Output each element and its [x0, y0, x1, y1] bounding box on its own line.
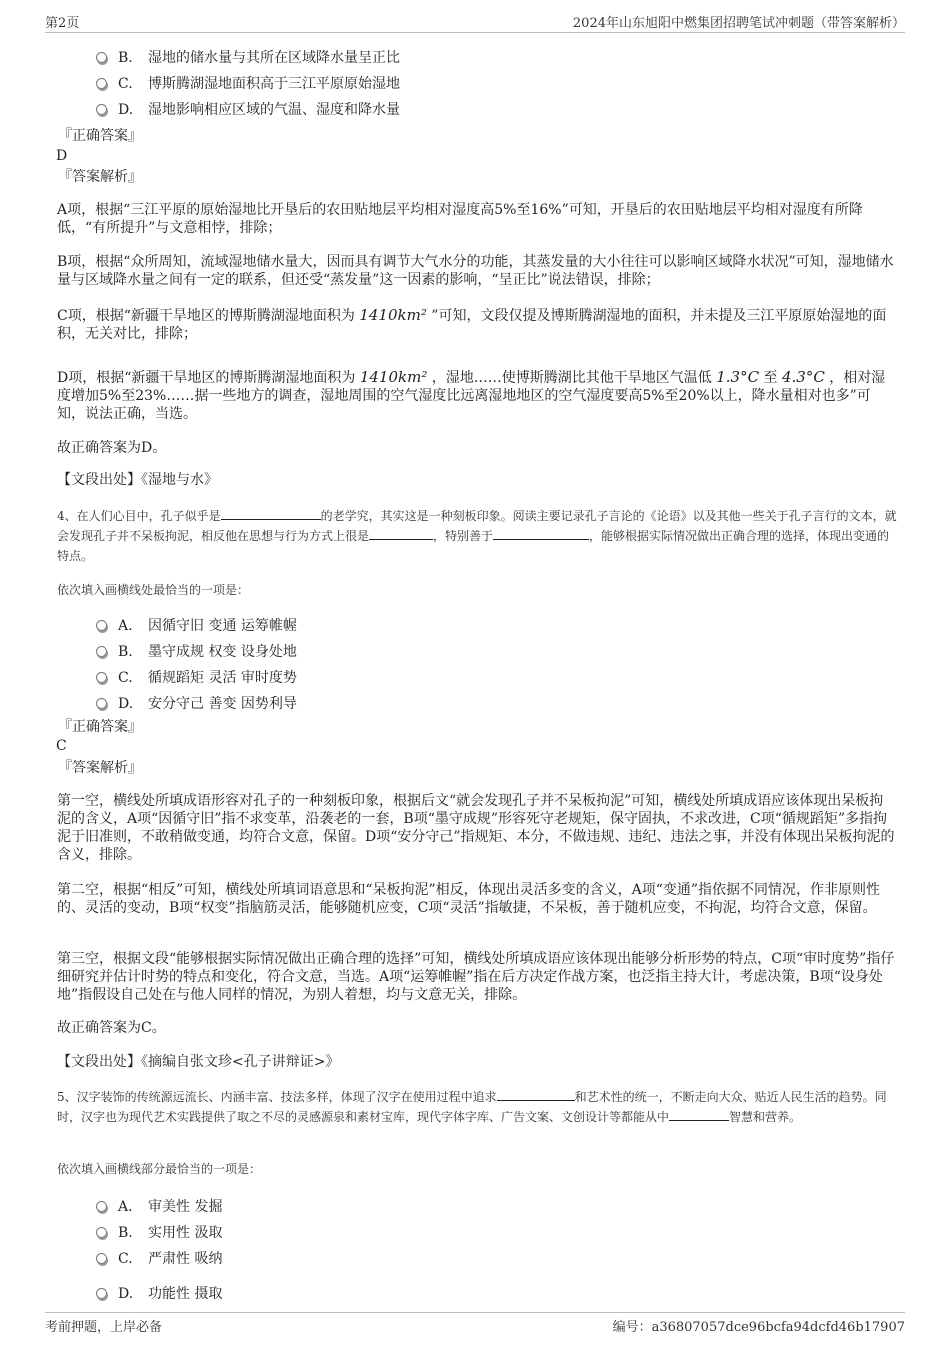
correct-answer: D: [56, 148, 68, 164]
analysis-paragraph-1: 第一空，横线处所填成语形容对孔子的一种刻板印象，根据后文“就会发现孔子并不呆板拘泥”可知，横线处所填成语应该体现出呆板拘泥的含义，A项“因循守旧”指不求变革，沿袭老的一套，B项“墨守成规”形容死守老规矩，保守固执，不求改进，C项“循规蹈矩”多指拘泥于旧准则，不敢稍做变通，均符合文意，保留。D项“安分守己”指规矩、本分，不做违规、违纪、违法之事，并没有体现出呆板拘泥的含义，排除。: [57, 793, 895, 863]
document-title: 2024年山东旭阳中燃集团招聘笔试冲刺题（带答案解析）: [572, 16, 905, 31]
analysis-paragraph-a: A项，根据“三江平原的原始湿地比开垦后的农田贴地层平均相对湿度高5%至16%”可知，开垦后的农田贴地层平均相对湿度有所降低，“有所提升”与文意相悖，排除；: [57, 202, 863, 236]
radio-icon[interactable]: [96, 1288, 107, 1299]
correct-answer-label: 『正确答案』: [58, 128, 142, 144]
radio-icon[interactable]: [96, 78, 107, 89]
radio-icon[interactable]: [96, 52, 107, 63]
answer-blank[interactable]: [493, 527, 589, 540]
page-header: [45, 12, 905, 33]
page-footer: [45, 1312, 905, 1335]
radio-icon[interactable]: [96, 1253, 107, 1264]
area-formula: 1410km²: [359, 368, 428, 386]
radio-icon[interactable]: [96, 1227, 107, 1238]
source: 【文段出处】《摘编自张文珍<孔子讲辩证>》: [57, 1054, 340, 1070]
option-c[interactable]: C. 循规蹈矩 灵活 审时度势: [96, 669, 297, 687]
option-c[interactable]: C. 博斯腾湖湿地面积高于三江平原原始湿地: [96, 75, 400, 93]
option-a[interactable]: A. 审美性 发掘: [96, 1198, 222, 1216]
analysis-paragraph-d: D项，根据“新疆干旱地区的博斯腾湖湿地面积为 1410km² ，湿地……使博斯腾湖比其他干旱地区气温低 1.3°C 至 4.3°C ，相对湿度增加5%至23%……据一些地方的调查，湿地周围的空气湿度比远离湿地地区的空气湿度要高5%至20%以上，降水量相对也多”可知，说法正确，当选。: [57, 368, 886, 422]
correct-answer-label: 『正确答案』: [58, 719, 142, 735]
radio-icon[interactable]: [96, 1201, 107, 1212]
answer-blank[interactable]: [221, 507, 321, 520]
radio-icon[interactable]: [96, 104, 107, 115]
radio-icon[interactable]: [96, 620, 107, 631]
option-a[interactable]: A. 因循守旧 变通 运筹帷幄: [96, 617, 297, 635]
correct-answer: C: [56, 738, 67, 754]
radio-icon[interactable]: [96, 646, 107, 657]
analysis-paragraph-2: 第二空，根据“相反”可知，横线处所填词语意思和“呆板拘泥”相反，体现出灵活多变的含义，A项“变通”指依据不同情况，作非原则性的、灵活的变动，B项“权变”指脑筋灵活，能够随机应变，C项“灵活”指敏捷，不呆板，善于随机应变，不拘泥，均符合文意，保留。: [57, 882, 881, 916]
answer-blank[interactable]: [369, 527, 433, 540]
option-b[interactable]: B. 实用性 汲取: [96, 1224, 222, 1242]
question-4-stem: 4、在人们心目中，孔子似乎是 的老学究，其实这是一种刻板印象。阅读主要记录孔子言论的《论语》以及其他一些关于孔子言行的文本，就会发现孔子并不呆板拘泥，相反他在思想与行为方式上很是 ，特别善于 ，能够根据实际情况做出正确合理的选择，体现出变通的特点。: [57, 509, 897, 563]
analysis-paragraph-c: C项，根据“新疆干旱地区的博斯腾湖湿地面积为 1410km² ”可知，文段仅提及博斯腾湖湿地的面积，并未提及三江平原原始湿地的面积，无关对比，排除；: [57, 306, 887, 342]
temperature-high: 4.3°C: [782, 368, 825, 386]
answer-blank[interactable]: [669, 1108, 729, 1121]
analysis-paragraph-b: B项，根据“众所周知，流域湿地储水量大，因而具有调节大气水分的功能，其蒸发量的大小往往可以影响区域降水状况”可知，湿地储水量与区域降水量之间有一定的联系，但还受“蒸发量”这一因素的影响，“呈正比”说法错误，排除；: [57, 254, 894, 288]
temperature-low: 1.3°C: [716, 368, 760, 386]
source: 【文段出处】《湿地与水》: [57, 472, 218, 488]
radio-icon[interactable]: [96, 698, 107, 709]
footer-slogan: 考前押题，上岸必备: [45, 1320, 163, 1335]
option-b[interactable]: B. 湿地的储水量与其所在区域降水量呈正比: [96, 49, 400, 67]
page-number: 第2页: [45, 16, 80, 31]
question-5-stem: 5、汉字装饰的传统源远流长、内涵丰富、技法多样，体现了汉字在使用过程中追求 和艺术性的统一，不断走向大众、贴近人民生活的趋势。同时，汉字也为现代艺术实践提供了取之不尽的灵感源泉和素材宝库，现代字体字库、广告文案、文创设计等都能从中 智慧和营养。: [57, 1090, 887, 1124]
analysis-paragraph-3: 第三空，根据文段“能够根据实际情况做出正确合理的选择”可知，横线处所填成语应该体现出能够分析形势的特点，C项“审时度势”指仔细研究并估计时势的特点和变化，符合文意，当选。A项“运筹帷幄”指在后方决定作战方案，也泛指主持大计，考虑决策，B项“设身处地”指假设自己处在与他人同样的情况，为别人着想，均与文意无关，排除。: [57, 951, 895, 1003]
option-d[interactable]: D. 湿地影响相应区域的气温、湿度和降水量: [96, 101, 400, 119]
option-d[interactable]: D. 功能性 摄取: [96, 1285, 222, 1303]
option-b[interactable]: B. 墨守成规 权变 设身处地: [96, 643, 297, 661]
document-id: 编号：a36807057dce96bcfa94dcfd46b17907: [612, 1320, 905, 1335]
radio-icon[interactable]: [96, 672, 107, 683]
analysis-label: 『答案解析』: [58, 760, 142, 776]
area-formula: 1410km²: [359, 306, 427, 324]
answer-blank[interactable]: [497, 1088, 575, 1101]
conclusion: 故正确答案为C。: [57, 1020, 166, 1036]
analysis-label: 『答案解析』: [58, 169, 142, 185]
question-prompt: 依次填入画横线处最恰当的一项是：: [57, 583, 250, 597]
question-prompt: 依次填入画横线部分最恰当的一项是：: [57, 1162, 262, 1176]
option-c[interactable]: C. 严肃性 吸纳: [96, 1250, 222, 1268]
option-d[interactable]: D. 安分守己 善变 因势利导: [96, 695, 297, 713]
conclusion: 故正确答案为D。: [57, 440, 167, 456]
